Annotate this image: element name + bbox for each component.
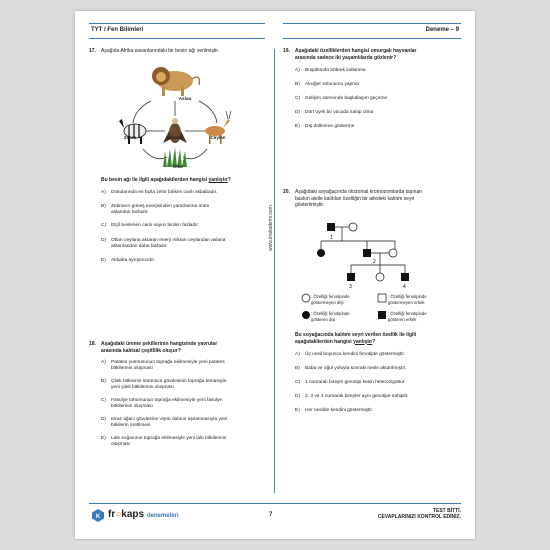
- question-19: [283, 48, 465, 62]
- gen2-female-affected: [317, 249, 325, 257]
- question-17: [89, 48, 269, 56]
- option-18-b[interactable]: B) Çilek bitkisinin sürünücü gövdesinin toprağa temasıyla: [101, 379, 227, 384]
- question-stem-2: baskın alelle kalıtılan özelliğin bir ailedeki kalıtım seyri: [295, 195, 415, 202]
- website-label: www.krakademi.com: [268, 205, 274, 251]
- prompt-line-1: Bu soyağacında kalıtım seyri verilen özellik ile ilgili: [295, 332, 417, 338]
- lion-label: Aslan: [178, 96, 192, 101]
- zebra-label: Zebra: [123, 135, 137, 140]
- option-20-a[interactable]: A) Üç nesil boyunca kendini fenotipte göstermiştir.: [295, 352, 405, 357]
- food-web-diagram: [115, 61, 235, 173]
- individual-4-male-affected: [401, 273, 409, 281]
- legend-male-unaffected: [378, 294, 386, 302]
- legend-male-affected: [378, 311, 386, 319]
- zebra-image: [119, 119, 146, 144]
- arrow-grass-gazelle: [183, 149, 207, 159]
- question-number: 19.: [283, 48, 290, 54]
- question-20-prompt: [295, 332, 465, 346]
- option-18-b-cont: yeni çilek bitkilerinin oluşması: [111, 385, 174, 390]
- prompt-emphasis: yanlıştır: [208, 177, 228, 183]
- option-19-a[interactable]: A) Boşaltımda böbrek kullanma: [295, 68, 366, 73]
- question-17-prompt: [101, 177, 271, 184]
- option-17-a[interactable]: A) Dokularında en fazla zehir biriken canlı akbabadır.: [101, 190, 218, 195]
- page-footer: [75, 501, 475, 539]
- option-19-b[interactable]: B) Akciğer solunumu yapma: [295, 82, 359, 87]
- legend-text-4: : Özelliği fenotipinde gösteren erkek: [388, 311, 427, 322]
- option-17-d[interactable]: D) Otları ceylana aktaran enerji miktarı ceylandan aslana: [101, 238, 226, 243]
- question-number: 20.: [283, 189, 290, 195]
- individual-2-male-affected: [363, 249, 371, 257]
- test-end-note: TEST BİTTİ. CEVAPLARINIZI KONTROL EDİNİZ.: [377, 508, 461, 520]
- gen1-female-unaffected: [349, 223, 357, 231]
- option-19-d[interactable]: D) Dört üyeli bir vücuda sahip olma: [295, 110, 374, 115]
- exam-number: Deneme – 9: [425, 27, 459, 33]
- legend-female-unaffected: [302, 294, 310, 302]
- question-18: [89, 341, 269, 355]
- individual-3-male-affected: [347, 273, 355, 281]
- gen2-female-unaffected: [389, 249, 397, 257]
- option-19-e[interactable]: E) Dış döllenme gösterme: [295, 124, 355, 129]
- gen3-female-unaffected: [376, 273, 384, 281]
- pedigree-label-2: 2: [373, 259, 376, 265]
- question-number: 17.: [89, 48, 96, 54]
- brand-name: fr○kaps denemeleri: [108, 509, 179, 520]
- lion-image: [152, 67, 199, 96]
- question-20: [283, 189, 465, 209]
- grass-label: Otlar: [172, 164, 184, 169]
- question-stem-3: gösterilmiştir.: [295, 202, 325, 208]
- legend-text-2: : Özelliği fenotipinde göstermeyen erkek: [388, 294, 427, 305]
- option-18-d[interactable]: D) Kiraz ağacı gövdesine vişne dalının aşılanmasıyla yeni: [101, 417, 228, 422]
- column-divider: [274, 49, 275, 493]
- question-stem: Aşağıdaki soyağacında otozomal kromozomlarda taşınan: [295, 189, 423, 195]
- option-18-e-cont: oluşması: [111, 442, 131, 447]
- footer-rule: [89, 503, 461, 504]
- pedigree-chart: [303, 213, 443, 295]
- question-stem-2: arasında sadece iki yaşamlılarda gözlenir?: [295, 54, 397, 61]
- prompt-suffix: ?: [227, 177, 231, 183]
- option-19-c[interactable]: C) Gelişim sürecinde başkalaşım geçirme: [295, 96, 388, 101]
- gazelle-label: Ceylan: [210, 135, 226, 140]
- arrow-grass-zebra: [143, 149, 167, 159]
- question-stem-2: arasında kalıtsal çeşitlilik oluşur?: [101, 347, 181, 354]
- pedigree-label-4: 4: [403, 284, 406, 290]
- prompt-line-2: aşağıdakilerden hangisi yanlıştır?: [295, 338, 376, 345]
- vulture-label: Akbaba: [165, 135, 183, 140]
- brand-logo-icon: [91, 508, 105, 522]
- option-18-e[interactable]: E) Lale soğanının toprağa ekilmesiyle yeni lale bitkilerinin: [101, 436, 227, 441]
- option-17-e[interactable]: E) Akbaba ayrıştırıcıdır.: [101, 258, 155, 263]
- question-stem: Aşağıdaki üreme şekillerinin hangisinde yavrular: [101, 341, 218, 347]
- page-number: 7: [269, 512, 273, 518]
- option-20-e[interactable]: E) Her nesilde kendini göstermiştir.: [295, 408, 373, 413]
- option-17-c[interactable]: C) Etçil beslenen canlı sayısı birden fazladır.: [101, 223, 199, 228]
- arrow-zebra-lion: [133, 101, 151, 123]
- option-18-c-cont: bitkilerinin oluşması: [111, 404, 153, 409]
- option-18-a[interactable]: A) Patates yumrusunun toprağa ekilmesiyle yeni patates: [101, 360, 225, 365]
- option-18-d-cont: bitkilerin üretilmesi: [111, 423, 151, 428]
- legend-text-3: : Özelliği fenotipinde gösteren dişi: [311, 311, 350, 322]
- legend-female-affected: [302, 311, 310, 319]
- header-right: [283, 23, 461, 39]
- option-18-c[interactable]: C) Fasulye tohumunun toprağa ekilmesiyle yeni fasulye: [101, 398, 223, 403]
- question-stem: Aşağıda Afrika savanlarındaki bir besin ağı verilmiştir.: [101, 48, 220, 54]
- legend-text-1: : Özelliği fenotipinde göstermeyen dişi: [311, 294, 350, 305]
- header-left: [89, 23, 265, 39]
- option-17-b[interactable]: B) Zebranın güneş enerjisinden yararlanma oranı: [101, 204, 210, 209]
- question-number: 18.: [89, 341, 96, 347]
- svg-text:K: K: [95, 514, 101, 520]
- option-17-d-cont: aktarılandan daha fazladır.: [111, 244, 168, 249]
- pedigree-label-3: 3: [349, 284, 352, 290]
- option-20-d[interactable]: D) 2, 3 ve 4 numaralı bireyler aynı genotipe sahiptir.: [295, 394, 409, 399]
- exam-page: [75, 11, 475, 539]
- option-20-c[interactable]: C) 1 numaralı bireyin genotipi kesin heterozigottur.: [295, 380, 406, 385]
- option-17-b-cont: aslandan fazladır.: [111, 210, 149, 215]
- arrow-gazelle-lion: [199, 101, 217, 123]
- question-stem: Aşağıdaki özelliklerden hangisi omurgalı hayvanlar: [295, 48, 417, 54]
- subject-title: TYT / Fen Bilimleri: [91, 27, 144, 33]
- prompt-text: Bu besin ağı ile ilgili aşağıdakilerden hangisi: [101, 177, 209, 183]
- option-20-b[interactable]: B) Baba ve oğul yoluyla sonraki nesle aktarılmıştır.: [295, 366, 407, 371]
- option-18-a-cont: bitkilerinin oluşması: [111, 366, 153, 371]
- pedigree-label-1: 1: [330, 235, 333, 241]
- individual-1-male-affected: [327, 223, 335, 231]
